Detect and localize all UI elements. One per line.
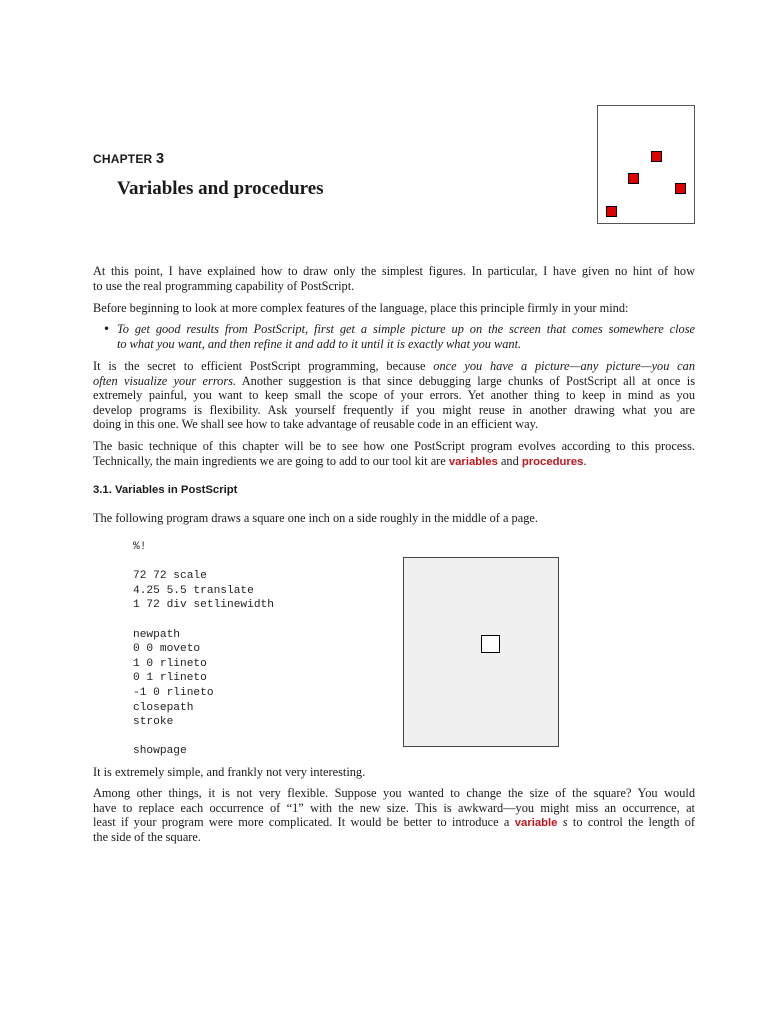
text-line: At this point, I have explained how to draw only the simplest figures. In particular, I have given no hint of how	[93, 264, 695, 278]
text-line: Among other things, it is not very flexible. Suppose you wanted to change the size of the square? You would	[93, 786, 695, 800]
code-listing: %! 72 72 scale 4.25 5.5 translate 1 72 div setlinewidth newpath 0 0 moveto 1 0 rlineto 0 1 rlineto -1 0 rlineto closepath stroke showpage	[133, 541, 274, 758]
red-square	[675, 183, 686, 194]
text-line: develop programs is flexibility. Ask yourself frequently if you might reuse in another drawing what you are	[93, 402, 695, 417]
paragraph-simple	[93, 765, 695, 780]
principle-bullet	[117, 322, 695, 351]
keyword-variable[interactable]: variable	[514, 817, 558, 829]
text-line: to use the real programming capability of PostScript.	[93, 278, 355, 293]
text-line: It is extremely simple, and frankly not very interesting.	[93, 765, 366, 779]
drawn-square	[481, 635, 500, 653]
text-span: and	[497, 453, 522, 468]
bullet-dot: •	[103, 322, 111, 336]
paragraph-program-intro	[93, 511, 695, 526]
text-line: doing in this one. We shall see how to take advantage of reusable code in an efficient way.	[93, 417, 539, 431]
keyword-variables[interactable]: variables	[448, 455, 498, 468]
chapter-label	[93, 151, 164, 167]
text-span: Another suggestion is that since debugging large chunks of PostScript all at once is	[236, 373, 695, 388]
text-line	[93, 815, 695, 830]
variable-s: s	[557, 815, 568, 829]
text-line	[93, 454, 695, 470]
chapter-figure	[597, 105, 695, 224]
text-line	[93, 359, 695, 374]
paragraph-technique	[93, 439, 695, 469]
text-span: Technically, the main ingredients we are going to add to our tool kit are	[93, 453, 449, 468]
text-line: have to replace each occurrence of “1” with the new size. This is awkward—you might miss an occurrence, at	[93, 800, 695, 815]
text-span: .	[583, 453, 587, 468]
text-line: Before beginning to look at more complex features of the language, place this principle firmly in your mind:	[93, 301, 629, 315]
keyword-procedures[interactable]: procedures	[521, 455, 584, 468]
red-square	[606, 206, 617, 217]
chapter-title: Variables and procedures	[117, 178, 324, 199]
text-span: least if your program were more complicated. It would be better to introduce a	[93, 815, 515, 829]
text-line: The basic technique of this chapter will be to see how one PostScript program evolves according to this process.	[93, 439, 695, 453]
text-line	[93, 374, 695, 389]
chapter-number: 3	[155, 151, 165, 167]
paragraph-secret	[93, 359, 695, 432]
paragraph-intro	[93, 264, 695, 293]
text-span: to control the length of	[567, 815, 695, 829]
text-span: It is the secret to efficient PostScript programming, because	[93, 359, 434, 373]
paragraph-flexibility	[93, 786, 695, 844]
text-line: the side of the square.	[93, 829, 201, 844]
paragraph-principle-intro	[93, 301, 695, 316]
text-line: to what you want, and then refine it and add to it until it is exactly what you want.	[117, 336, 522, 351]
emphasis-span: often visualize your errors.	[93, 373, 237, 388]
text-line: To get good results from PostScript, first get a simple picture up on the screen that comes somewhere close	[117, 322, 695, 336]
red-square	[651, 151, 662, 162]
text-line: The following program draws a square one inch on a side roughly in the middle of a page.	[93, 511, 538, 525]
program-output-figure	[403, 557, 559, 747]
red-square	[628, 173, 639, 184]
text-line: extremely painful, you want to keep small the scope of your errors. Yet another thing to keep in mind as you	[93, 388, 695, 402]
chapter-word: CHAPTER	[93, 152, 153, 166]
emphasis-span: once you have a picture—any picture—you can	[433, 359, 695, 373]
section-heading: 3.1. Variables in PostScript	[93, 484, 238, 496]
